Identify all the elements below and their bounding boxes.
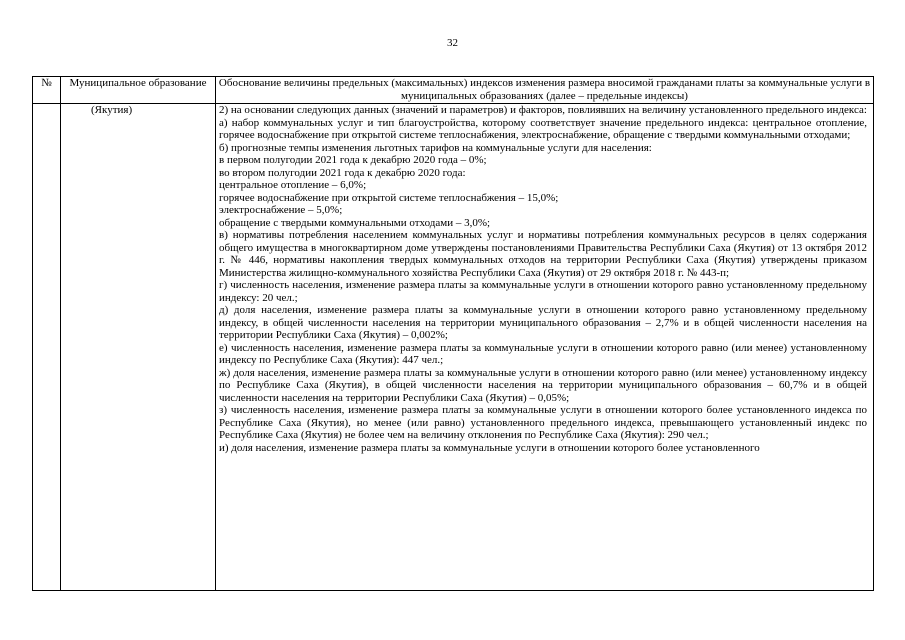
header-justification: Обоснование величины предельных (максимальных) индексов изменения размера вносимой гражданами платы за коммунальные услуги в муниципальных образованиях (далее – предельные индексы) [216, 77, 874, 104]
text-line-v: в) нормативы потребления населением коммунальных услуг и нормативы потребления коммунальных ресурсов в целях содержания общего имущества в многоквартирном доме утверждены постановлениями Правительства Республики Саха (Якутия) от 13 октября 2012 г. № 446, нормативы накопления твердых коммунальных отходов на территории Республики Саха (Якутия) утверждены приказом Министерства жилищно-коммунального хозяйства Республики Саха (Якутия) от 29 октября 2018 г. № 443-п; [219, 229, 867, 279]
text-line-electricity: электроснабжение – 5,0%; [219, 204, 343, 216]
row-municipality-cell: (Якутия) [61, 104, 216, 591]
text-line-e: е) численность населения, изменение размера платы за коммунальные услуги в отношении которого равно (или менее) установленному индексу по Республике Саха (Якутия): 447 чел.; [219, 341, 867, 366]
row-justification-cell [216, 104, 874, 591]
text-line-a: а) набор коммунальных услуг и тип благоустройства, которому соответствует значение предельного индекса: центральное отопление, горячее водоснабжение при открытой системе теплоснабжения, электроснабжение, обращение с твердыми коммунальными отходами; [219, 116, 867, 141]
text-line-heating: центральное отопление – 6,0%; [219, 179, 367, 191]
text-line-i: и) доля населения, изменение размера платы за коммунальные услуги в отношении которого более установленного [219, 441, 760, 454]
row-number-cell [33, 104, 61, 591]
table-row [33, 104, 874, 591]
text-line-hot-water: горячее водоснабжение при открытой системе теплоснабжения – 15,0%; [219, 191, 559, 204]
page-number: 32 [447, 37, 458, 49]
header-municipality: Муниципальное образование [61, 77, 216, 104]
text-line-g: г) численность населения, изменение размера платы за коммунальные услуги в отношении которого равно установленному предельному индексу: 20 чел.; [219, 279, 867, 304]
text-line-waste: обращение с твердыми коммунальными отходами – 3,0%; [219, 216, 491, 229]
table-header-row [33, 77, 874, 104]
text-line-b-first-half: в первом полугодии 2021 года к декабрю 2020 года – 0%; [219, 154, 487, 166]
text-line-z: з) численность населения, изменение размера платы за коммунальные услуги в отношении которого более установленного индекса по Республике Саха (Якутия), но менее (или равно) установленного предельного индекса, превышающего установленный индекс по Республике Саха (Якутия) не более чем на величину отклонения по Республике Саха (Якутия): 290 чел.; [219, 404, 867, 441]
text-line-b-second-half: во втором полугодии 2021 года к декабрю 2020 года: [219, 166, 466, 179]
text-line-2-intro: 2) на основании следующих данных (значений и параметров) и факторов, повлиявших на величину установленного предельного индекса: [219, 104, 867, 116]
text-line-zh: ж) доля населения, изменение размера платы за коммунальные услуги в отношении которого равно (или менее) установленному индексу по Республике Саха (Якутия), в общей численности населения на территории муниципального образования – 60,7% и в общей численности населения на территории Республики Саха (Якутия) – 0,05%; [219, 366, 867, 404]
header-number: № [33, 77, 61, 104]
text-line-b: б) прогнозные темпы изменения льготных тарифов на коммунальные услуги для населения: [219, 141, 652, 154]
text-line-d: д) доля населения, изменение размера платы за коммунальные услуги в отношении которого равно установленному предельному индексу, в общей численности населения на территории муниципального образования – 2,7% и в общей численности населения на территории Республики Саха (Якутия) – 0,002%; [219, 304, 867, 341]
indices-table [32, 76, 874, 591]
